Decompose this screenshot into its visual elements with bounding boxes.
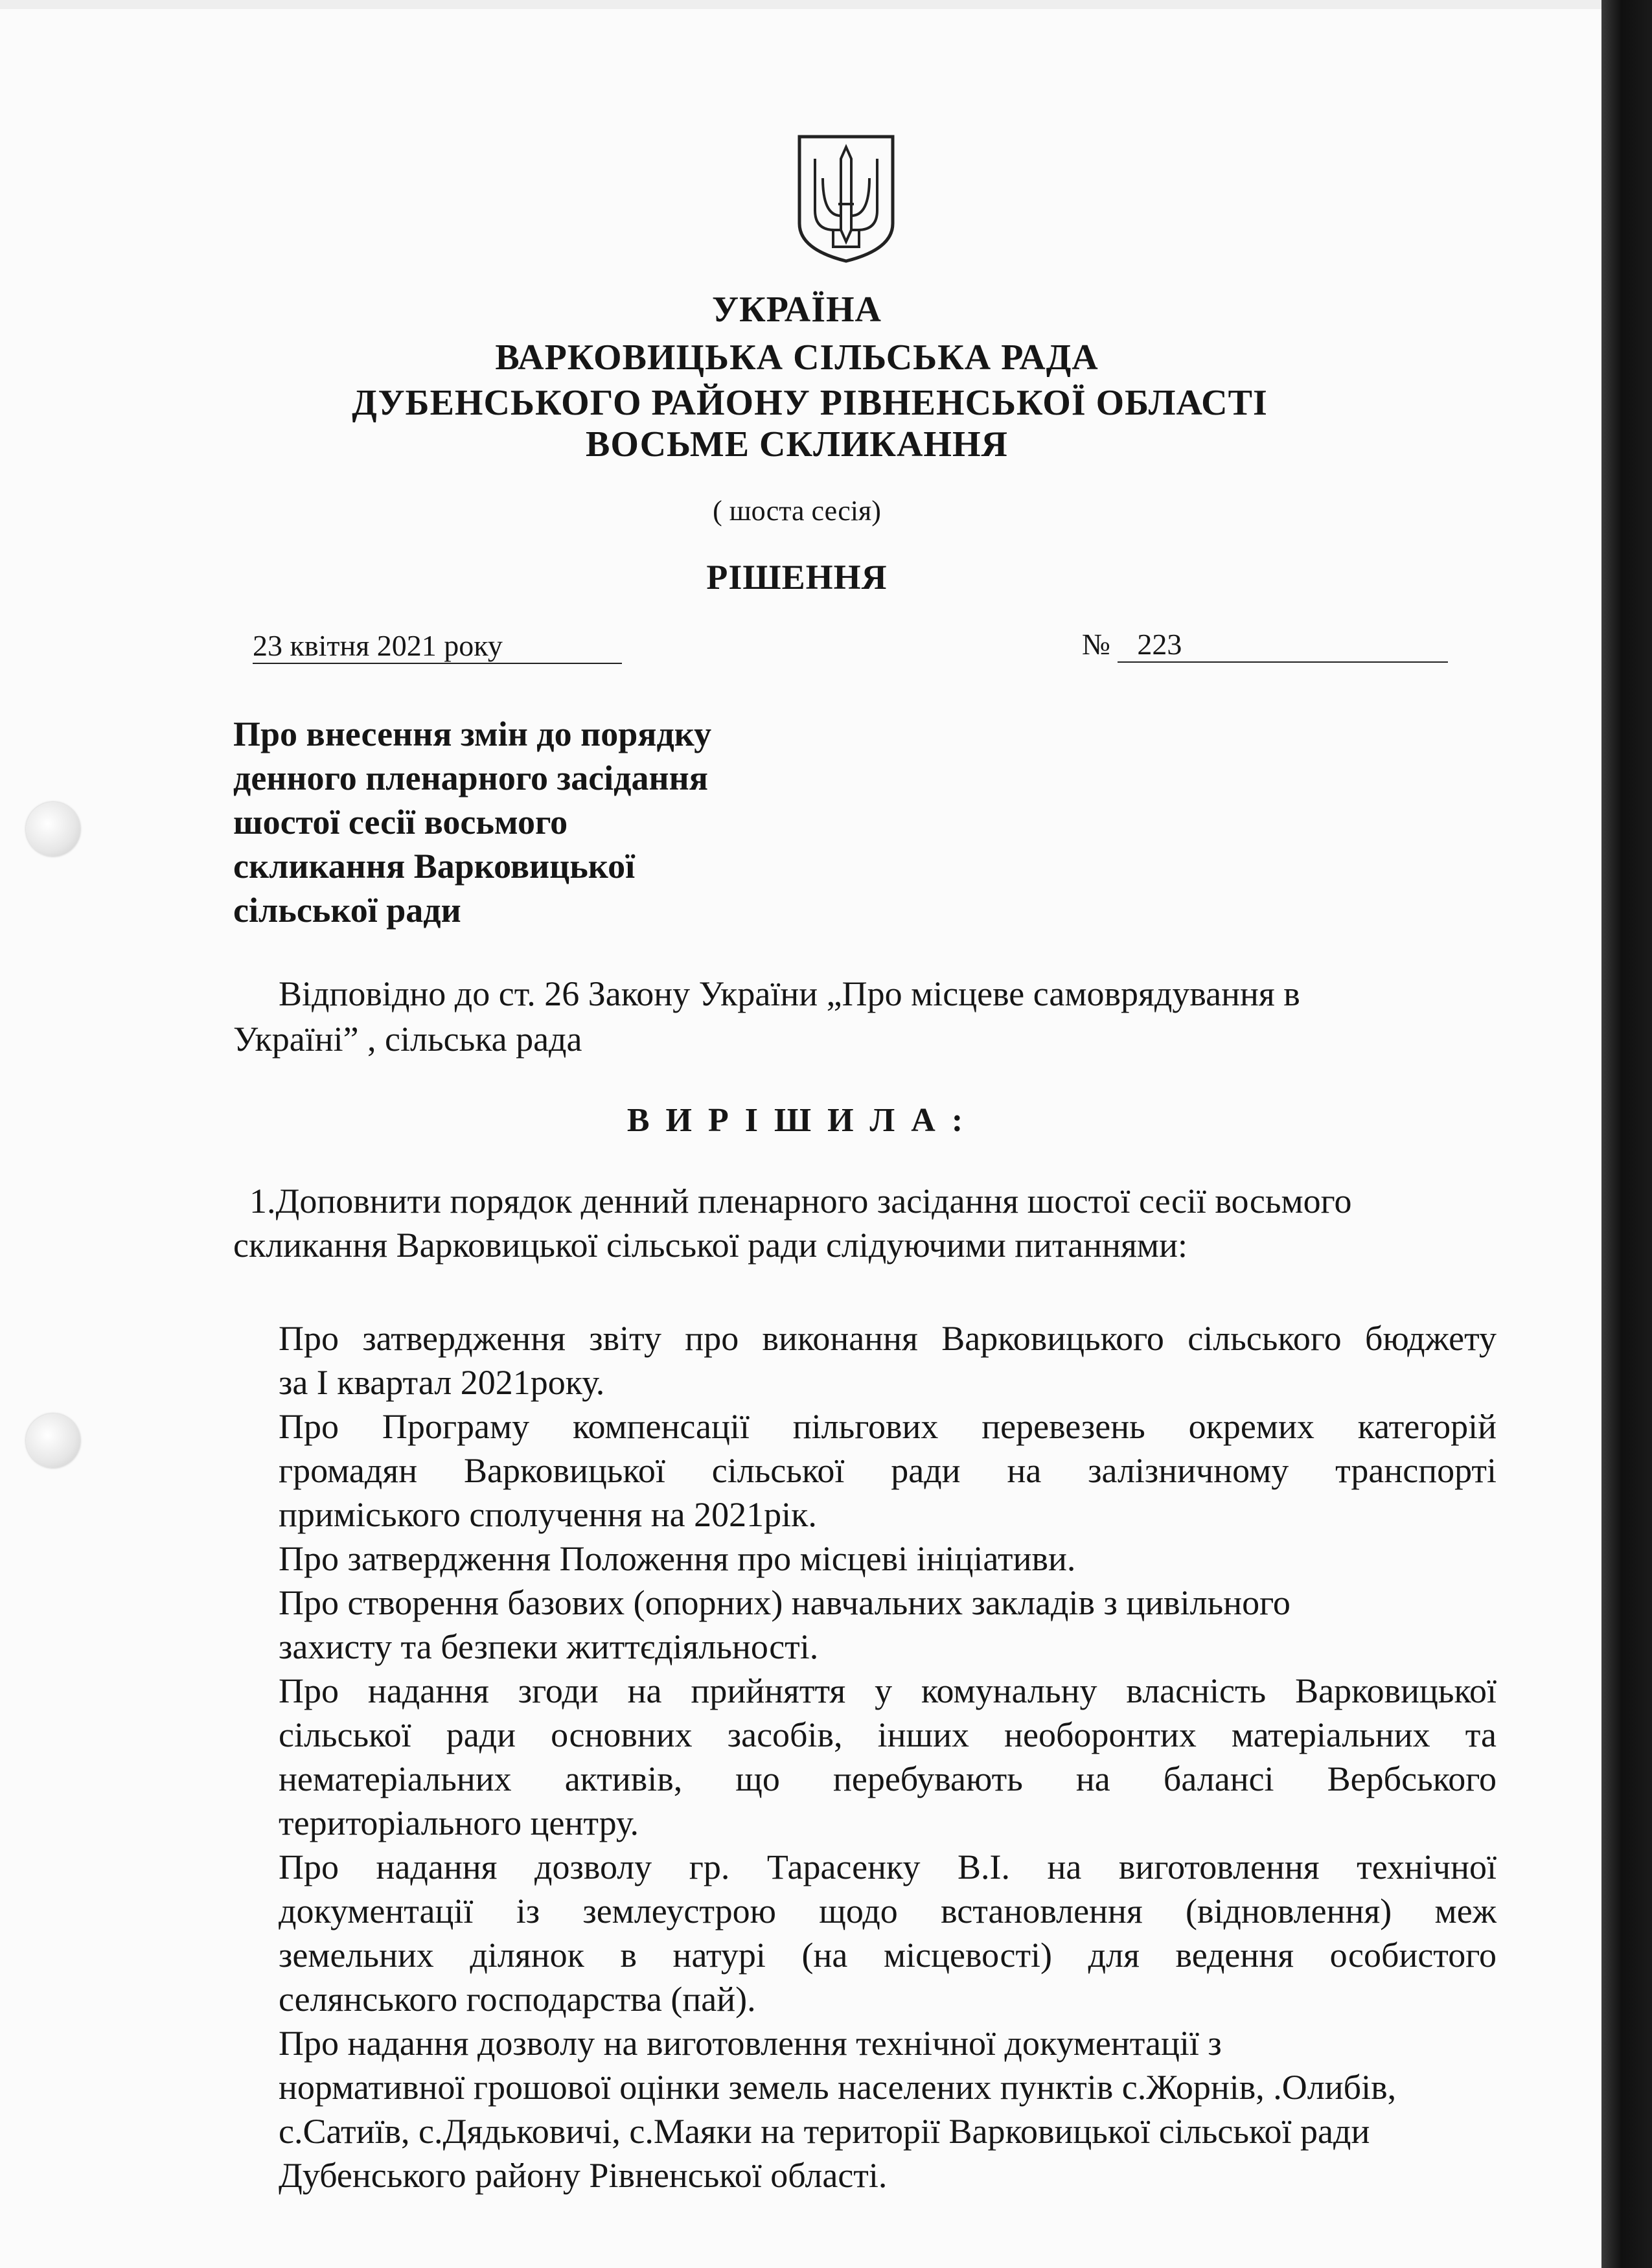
agenda-item-line: сільської ради основних засобів, інших необоронтих матеріальних та: [279, 1715, 1497, 1754]
agenda-item-line: Про затвердження звіту про виконання Варковицького сільського бюджету: [279, 1319, 1497, 1358]
agenda-item-line: Про Програму компенсації пільгових перевезень окремих категорій: [279, 1407, 1497, 1446]
agenda-item-line: Про надання дозволу на виготовлення технічної документації з: [279, 2024, 1222, 2063]
subject-line: скликання Варковицької: [233, 847, 636, 886]
header-council: ВАРКОВИЦЬКА СІЛЬСЬКА РАДА: [495, 338, 1099, 378]
number-label: №: [1082, 628, 1110, 661]
decision-number: [1082, 627, 1448, 663]
scan-top-edge: [0, 0, 1652, 9]
decided-heading: В И Р І Ш И Л А :: [626, 1102, 967, 1139]
agenda-item-line: територіального центру.: [279, 1804, 639, 1842]
preamble-line-2: Україні” , сільська рада: [233, 1020, 582, 1059]
agenda-item-line: Про затвердження Положення про місцеві ініціативи.: [279, 1539, 1076, 1578]
agenda-item-line: Дубенського району Рівненської області.: [279, 2156, 888, 2195]
agenda-item-line: нормативної грошової оцінки земель населених пунктів с.Жорнів, .Олибів,: [279, 2068, 1397, 2107]
agenda-item-line: селянського господарства (пай).: [279, 1980, 756, 2019]
agenda-item-line: земельних ділянок в натурі (на місцевості) для ведення особистого: [279, 1936, 1497, 1975]
point-1-line-1: 1.Доповнити порядок денний пленарного засідання шостої сесії восьмого: [249, 1182, 1352, 1220]
subject-line: денного пленарного засідання: [233, 759, 708, 797]
agenda-item-line: нематеріальних активів, що перебувають на балансі Вербського: [279, 1759, 1497, 1798]
header-country: УКРАЇНА: [712, 290, 882, 330]
coat-of-arms-icon: [796, 133, 897, 265]
preamble-line-1: Відповідно до ст. 26 Закону України „Про місцеве самоврядування в: [279, 974, 1300, 1013]
agenda-item-line: с.Сатиїв, с.Дядьковичі, с.Маяки на території Варковицької сільської ради: [279, 2112, 1370, 2151]
number-value: 223: [1118, 627, 1448, 663]
decision-date: [253, 628, 622, 664]
subject-line: Про внесення змін до порядку: [233, 715, 712, 753]
agenda-item-line: документації із землеустрою щодо встановлення (відновлення) меж: [279, 1892, 1497, 1930]
session-label: ( шоста сесія): [713, 495, 881, 527]
agenda-item-line: захисту та безпеки життєдіяльності.: [279, 1627, 819, 1666]
agenda-item-line: громадян Варковицької сільської ради на залізничному транспорті: [279, 1451, 1497, 1490]
subject-line: шостої сесії восьмого: [233, 803, 568, 842]
scan-right-edge: [1601, 0, 1652, 2268]
agenda-item-line: приміського сполучення на 2021рік.: [279, 1495, 817, 1534]
agenda-item-line: Про надання дозволу гр. Тарасенку В.І. на виготовлення технічної: [279, 1848, 1497, 1886]
agenda-item-line: Про створення базових (опорних) навчальних закладів з цивільного: [279, 1583, 1291, 1622]
header-convocation: ВОСЬМЕ СКЛИКАННЯ: [586, 424, 1008, 464]
decision-date-value: 23 квітня 2021 року: [253, 628, 622, 664]
agenda-item-line: за I квартал 2021року.: [279, 1363, 605, 1402]
subject-line: сільської ради: [233, 891, 461, 930]
point-1-line-2: скликання Варковицької сільської ради слідуючими питаннями:: [233, 1226, 1187, 1265]
header-district: ДУБЕНСЬКОГО РАЙОНУ РІВНЕНСЬКОЇ ОБЛАСТІ: [352, 383, 1268, 423]
doc-type: РІШЕННЯ: [706, 558, 888, 597]
punch-hole-bottom: [26, 1414, 80, 1468]
punch-hole-top: [26, 802, 80, 856]
agenda-item-line: Про надання згоди на прийняття у комунальну власність Варковицької: [279, 1671, 1497, 1710]
